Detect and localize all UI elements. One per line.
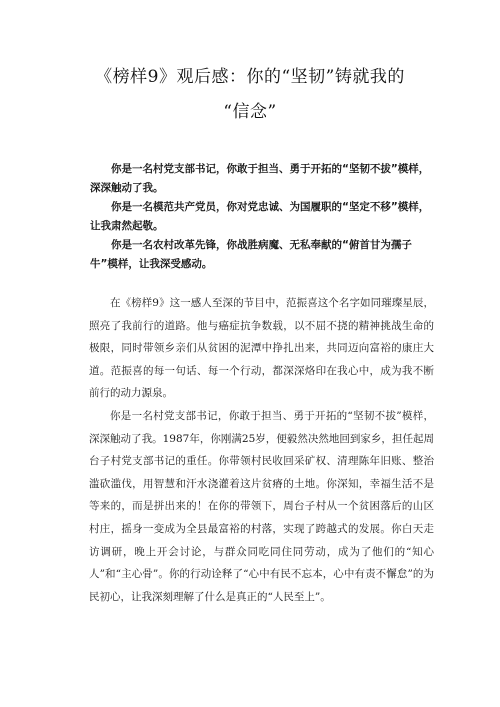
intro-paragraph: 你是一名模范共产党员，你对党忠诚、为国履职的“坚定不移”模样，让我肃然起敬。 xyxy=(90,201,430,232)
body-paragraph: 在《榜样9》这一感人至深的节目中，范振喜这个名字如同璀璨星辰，照亮了我前行的道路。他与癌症抗争数载，以不屈不挠的精神挑战生命的极限，同时带领乡亲们从贫困的泥潭中挣扎出来，共同迈向富裕的康庄大道。范振喜的每一句话、每一个行动，都深深烙印在我心中，成为我不断前行的动力源泉。 xyxy=(89,297,434,400)
body-text xyxy=(89,292,434,608)
intro-paragraph: 你是一名农村改革先锋，你战胜病魔、无私奉献的“俯首甘为孺子牛”模样，让我深受感动。 xyxy=(90,239,412,270)
intro-paragraph: 你是一名村党支部书记，你敢于担当、勇于开拓的“坚韧不拔”模样，深深触动了我。 xyxy=(90,163,430,194)
document-title-line-1: 《榜样9》观后感：你的“坚韧”铸就我的 xyxy=(95,67,405,87)
intro-block xyxy=(90,160,430,274)
document-title-line-2: “信念” xyxy=(223,102,277,122)
body-paragraph: 你是一名村党支部书记，你敢于担当、勇于开拓的“坚韧不拔”模样，深深触动了我。1987年，你刚满25岁，便毅然决然地回到家乡，担任起周台子村党支部书记的重任。你带领村民收回采矿权、清理陈年旧账、整治滥砍滥伐，用智慧和汗水浇灌着这片贫瘠的土地。你深知，幸福生活不是等来的，而是拼出来的！在你的带领下，周台子村从一个贫困落后的山区村庄，摇身一变成为全县最富裕的村落，实现了跨越式的发展。你白天走访调研，晚上开会讨论，与群众同吃同住同劳动，成为了他们的“知心人”和“主心骨”。你的行动诠释了“心中有民不忘本，心中有责不懈怠”的为民初心，让我深刻理解了什么是真正的“人民至上”。 xyxy=(89,409,434,603)
